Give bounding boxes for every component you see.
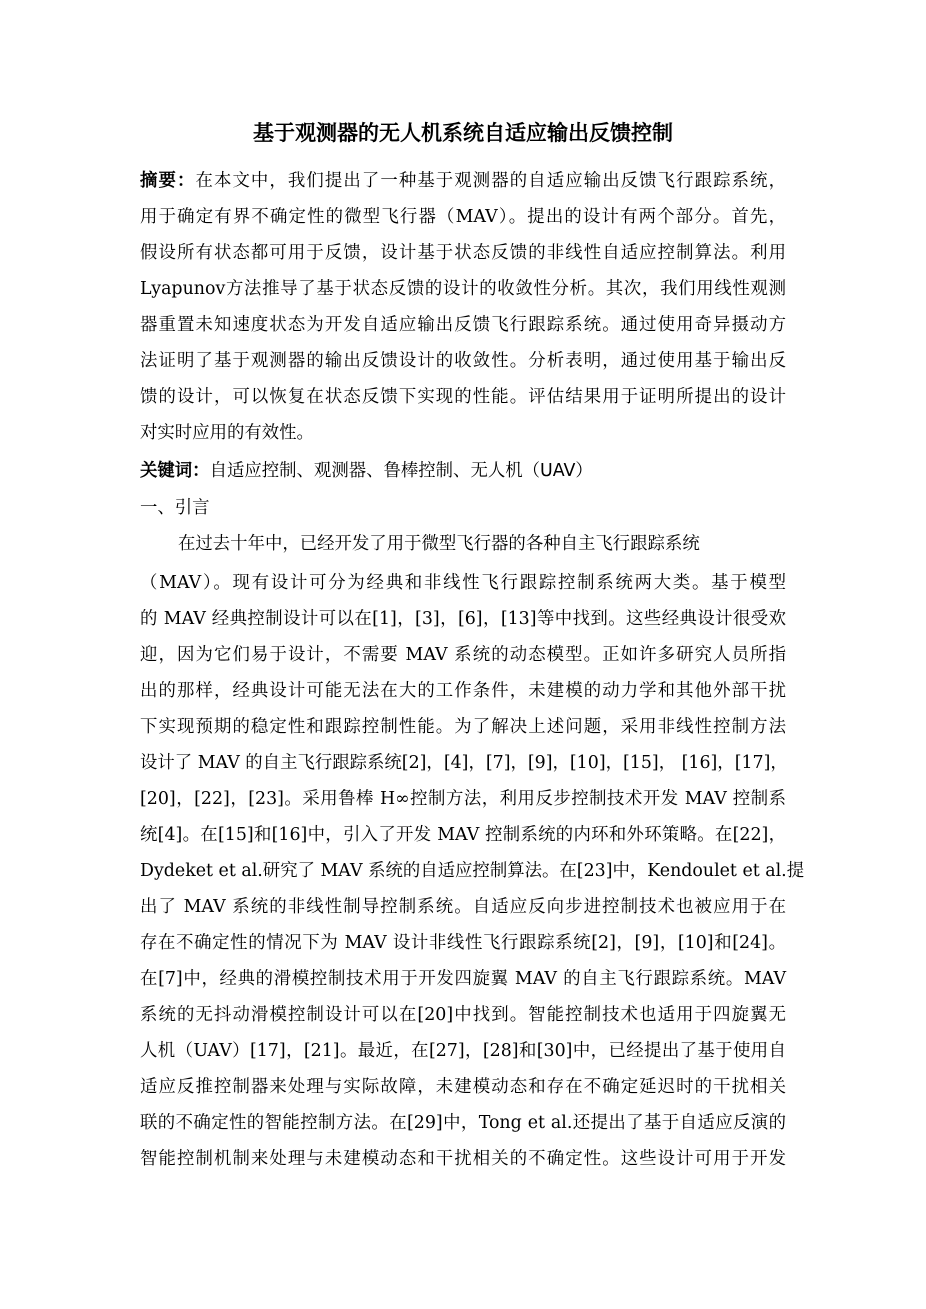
intro-line: 出了 MAV 系统的非线性制导控制系统。自适应反向步进控制技术也被应用于在 — [140, 897, 786, 917]
intro-line: 系统的无抖动滑模控制设计可以在[20]中找到。智能控制技术也适用于四旋翼无 — [140, 1005, 786, 1025]
intro-line: 统[4]。在[15]和[16]中，引入了开发 MAV 控制系统的内环和外环策略。在[22]， — [140, 825, 786, 845]
intro-line: 人机（UAV）[17]，[21]。最近，在[27]，[28]和[30]中，已经提出了基于使用自 — [140, 1041, 786, 1061]
abstract-line — [140, 163, 786, 199]
keywords-label: 关键词： — [140, 461, 210, 481]
abstract-line: 器重置未知速度状态为开发自适应输出反馈飞行跟踪系统。通过使用奇异摄动方 — [140, 315, 786, 335]
abstract-line: 法证明了基于观测器的输出反馈设计的收敛性。分析表明，通过使用基于输出反 — [140, 351, 786, 371]
intro-line: [20]，[22]，[23]。采用鲁棒 H∞控制方法，利用反步控制技术开发 MAV 控制系 — [140, 789, 786, 809]
intro-line: 的 MAV 经典控制设计可以在[1]，[3]，[6]，[13]等中找到。这些经典设计很受欢 — [140, 609, 786, 629]
abstract-line: 馈的设计，可以恢复在状态反馈下实现的性能。评估结果用于证明所提出的设计 — [140, 387, 786, 407]
intro-line: 迎，因为它们易于设计，不需要 MAV 系统的动态模型。正如许多研究人员所指 — [140, 645, 786, 665]
keywords-text: 自适应控制、观测器、鲁棒控制、无人机（UAV） — [209, 461, 593, 481]
intro-line: 下实现预期的稳定性和跟踪控制性能。为了解决上述问题，采用非线性控制方法 — [140, 717, 786, 737]
abstract-line: 假设所有状态都可用于反馈，设计基于状态反馈的非线性自适应控制算法。利用 — [140, 243, 786, 263]
intro-line: 存在不确定性的情况下为 MAV 设计非线性飞行跟踪系统[2]，[9]，[10]和[24]。 — [140, 933, 786, 953]
intro-line: （MAV）。现有设计可分为经典和非线性飞行跟踪控制系统两大类。基于模型 — [140, 573, 786, 593]
abstract-line: 对实时应用的有效性。 — [140, 423, 314, 443]
abstract-line: 用于确定有界不确定性的微型飞行器（MAV）。提出的设计有两个部分。首先， — [140, 207, 786, 227]
intro-line: 联的不确定性的智能控制方法。在[29]中，Tong et al.还提出了基于自适应反演的 — [140, 1113, 786, 1133]
intro-line: 智能控制机制来处理与未建模动态和干扰相关的不确定性。这些设计可用于开发 — [140, 1149, 786, 1169]
abstract-label: 摘要： — [140, 171, 196, 191]
intro-line: 在[7]中，经典的滑模控制技术用于开发四旋翼 MAV 的自主飞行跟踪系统。MAV — [140, 969, 786, 989]
intro-line: 设计了 MAV 的自主飞行跟踪系统[2]，[4]，[7]，[9]，[10]，[15]， [16]，[17]， — [140, 753, 788, 773]
keywords-line — [140, 453, 593, 489]
paper-title: 基于观测器的无人机系统自适应输出反馈控制 — [253, 121, 673, 145]
abstract-text: 在本文中，我们提出了一种基于观测器的自适应输出反馈飞行跟踪系统， — [195, 171, 786, 191]
intro-line: 适应反推控制器来处理与实际故障，未建模动态和存在不确定延迟时的干扰相关 — [140, 1077, 786, 1097]
intro-line: 在过去十年中，已经开发了用于微型飞行器的各种自主飞行跟踪系统 — [178, 534, 700, 554]
intro-line: 出的那样，经典设计可能无法在大的工作条件，未建模的动力学和其他外部干扰 — [140, 681, 786, 701]
abstract-line: Lyapunov方法推导了基于状态反馈的设计的收敛性分析。其次，我们用线性观测 — [140, 279, 786, 299]
intro-line: Dydeket et al.研究了 MAV 系统的自适应控制算法。在[23]中，Kendoulet et al.提 — [140, 861, 805, 881]
section-heading: 一、引言 — [140, 498, 210, 518]
